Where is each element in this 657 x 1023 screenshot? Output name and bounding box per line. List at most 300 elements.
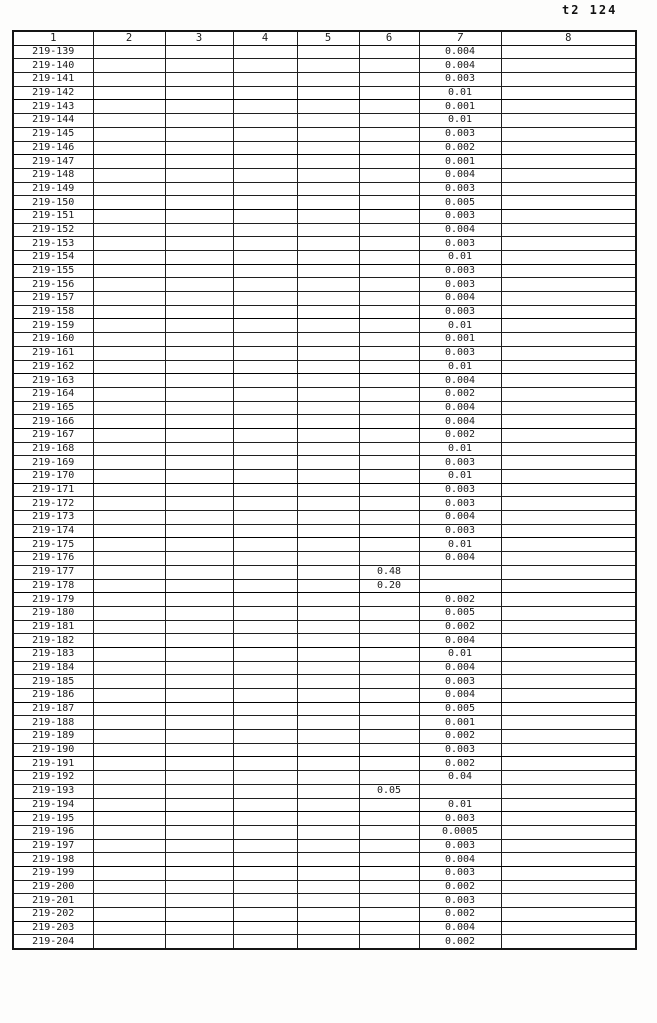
- cell-sample-id: 219-178: [13, 579, 93, 593]
- cell-col2: [93, 209, 165, 223]
- cell-col3: [165, 470, 233, 484]
- cell-col6-value: [359, 647, 419, 661]
- cell-col6-value: [359, 415, 419, 429]
- cell-col2: [93, 538, 165, 552]
- cell-col8: [501, 428, 636, 442]
- cell-col4: [233, 853, 297, 867]
- cell-col3: [165, 387, 233, 401]
- cell-col2: [93, 743, 165, 757]
- cell-col4: [233, 716, 297, 730]
- cell-col2: [93, 251, 165, 265]
- cell-col2: [93, 196, 165, 210]
- cell-sample-id: 219-169: [13, 456, 93, 470]
- cell-col7-value: 0.003: [419, 209, 501, 223]
- cell-col6-value: [359, 921, 419, 935]
- cell-col5: [297, 360, 359, 374]
- cell-sample-id: 219-156: [13, 278, 93, 292]
- cell-col5: [297, 209, 359, 223]
- table-row: [13, 716, 636, 730]
- cell-col4: [233, 935, 297, 949]
- cell-col2: [93, 661, 165, 675]
- cell-col8: [501, 894, 636, 908]
- cell-col2: [93, 634, 165, 648]
- cell-sample-id: 219-141: [13, 73, 93, 87]
- cell-col6-value: [359, 264, 419, 278]
- table-row: [13, 579, 636, 593]
- cell-col4: [233, 59, 297, 73]
- cell-col6-value: [359, 497, 419, 511]
- cell-col7-value: [419, 579, 501, 593]
- cell-col7-value: 0.002: [419, 620, 501, 634]
- column-header-5: 5: [297, 31, 359, 45]
- cell-col3: [165, 333, 233, 347]
- cell-col5: [297, 812, 359, 826]
- table-row: [13, 839, 636, 853]
- table-row: [13, 784, 636, 798]
- cell-col4: [233, 620, 297, 634]
- cell-col7-value: 0.003: [419, 743, 501, 757]
- cell-col6-value: [359, 866, 419, 880]
- cell-col4: [233, 647, 297, 661]
- table-row: [13, 552, 636, 566]
- cell-col7-value: 0.01: [419, 114, 501, 128]
- cell-sample-id: 219-170: [13, 470, 93, 484]
- cell-col5: [297, 538, 359, 552]
- cell-col3: [165, 634, 233, 648]
- cell-col4: [233, 730, 297, 744]
- table-row: [13, 127, 636, 141]
- cell-col8: [501, 757, 636, 771]
- cell-col4: [233, 360, 297, 374]
- cell-col7-value: 0.01: [419, 538, 501, 552]
- cell-col2: [93, 360, 165, 374]
- cell-col7-value: 0.004: [419, 45, 501, 59]
- cell-col6-value: [359, 812, 419, 826]
- cell-col5: [297, 45, 359, 59]
- cell-col6-value: [359, 661, 419, 675]
- cell-col7-value: [419, 784, 501, 798]
- cell-col8: [501, 812, 636, 826]
- cell-col3: [165, 524, 233, 538]
- cell-col4: [233, 757, 297, 771]
- table-row: [13, 470, 636, 484]
- table-row: [13, 634, 636, 648]
- cell-col6-value: [359, 374, 419, 388]
- cell-col4: [233, 921, 297, 935]
- cell-col2: [93, 483, 165, 497]
- cell-col2: [93, 45, 165, 59]
- cell-sample-id: 219-191: [13, 757, 93, 771]
- cell-col4: [233, 237, 297, 251]
- cell-col8: [501, 908, 636, 922]
- cell-col4: [233, 702, 297, 716]
- cell-col8: [501, 442, 636, 456]
- cell-col4: [233, 839, 297, 853]
- cell-sample-id: 219-146: [13, 141, 93, 155]
- table-row: [13, 620, 636, 634]
- cell-col3: [165, 196, 233, 210]
- cell-col6-value: [359, 552, 419, 566]
- cell-col4: [233, 264, 297, 278]
- cell-col3: [165, 538, 233, 552]
- cell-col8: [501, 401, 636, 415]
- data-table: [12, 30, 637, 950]
- cell-col4: [233, 470, 297, 484]
- cell-col2: [93, 784, 165, 798]
- cell-col4: [233, 894, 297, 908]
- cell-sample-id: 219-184: [13, 661, 93, 675]
- cell-col3: [165, 319, 233, 333]
- cell-col2: [93, 524, 165, 538]
- cell-sample-id: 219-186: [13, 689, 93, 703]
- cell-col8: [501, 127, 636, 141]
- cell-sample-id: 219-152: [13, 223, 93, 237]
- cell-col8: [501, 114, 636, 128]
- table-row: [13, 456, 636, 470]
- cell-col2: [93, 593, 165, 607]
- cell-col7-value: 0.002: [419, 757, 501, 771]
- cell-col6-value: [359, 593, 419, 607]
- cell-col4: [233, 305, 297, 319]
- cell-sample-id: 219-153: [13, 237, 93, 251]
- cell-col2: [93, 921, 165, 935]
- cell-col4: [233, 278, 297, 292]
- cell-col7-value: 0.01: [419, 251, 501, 265]
- cell-col7-value: 0.01: [419, 647, 501, 661]
- cell-col5: [297, 251, 359, 265]
- cell-col5: [297, 935, 359, 949]
- cell-col4: [233, 155, 297, 169]
- cell-col2: [93, 59, 165, 73]
- table-row: [13, 866, 636, 880]
- cell-col2: [93, 278, 165, 292]
- cell-col4: [233, 251, 297, 265]
- cell-col3: [165, 894, 233, 908]
- cell-col2: [93, 333, 165, 347]
- cell-col8: [501, 716, 636, 730]
- column-header-4: 4: [233, 31, 297, 45]
- cell-col6-value: [359, 757, 419, 771]
- cell-col7-value: 0.003: [419, 866, 501, 880]
- cell-col4: [233, 127, 297, 141]
- cell-col8: [501, 743, 636, 757]
- cell-col2: [93, 880, 165, 894]
- cell-col6-value: [359, 127, 419, 141]
- cell-col3: [165, 606, 233, 620]
- cell-sample-id: 219-168: [13, 442, 93, 456]
- cell-col8: [501, 661, 636, 675]
- cell-col3: [165, 716, 233, 730]
- cell-col5: [297, 264, 359, 278]
- cell-col2: [93, 155, 165, 169]
- cell-col5: [297, 374, 359, 388]
- cell-col5: [297, 456, 359, 470]
- cell-col5: [297, 483, 359, 497]
- table-row: [13, 825, 636, 839]
- cell-col8: [501, 565, 636, 579]
- cell-col3: [165, 675, 233, 689]
- cell-col8: [501, 634, 636, 648]
- cell-col4: [233, 346, 297, 360]
- cell-col2: [93, 908, 165, 922]
- cell-col4: [233, 689, 297, 703]
- cell-col5: [297, 524, 359, 538]
- cell-col6-value: [359, 894, 419, 908]
- table-row: [13, 743, 636, 757]
- cell-col6-value: [359, 141, 419, 155]
- cell-col6-value: [359, 59, 419, 73]
- cell-sample-id: 219-150: [13, 196, 93, 210]
- cell-col6-value: [359, 387, 419, 401]
- cell-col5: [297, 565, 359, 579]
- cell-sample-id: 219-193: [13, 784, 93, 798]
- cell-col8: [501, 196, 636, 210]
- cell-col4: [233, 784, 297, 798]
- cell-sample-id: 219-204: [13, 935, 93, 949]
- cell-col2: [93, 866, 165, 880]
- cell-col3: [165, 59, 233, 73]
- cell-col7-value: 0.004: [419, 59, 501, 73]
- cell-col3: [165, 374, 233, 388]
- table-row: [13, 86, 636, 100]
- table-row: [13, 278, 636, 292]
- cell-col8: [501, 579, 636, 593]
- table-row: [13, 647, 636, 661]
- cell-col7-value: 0.003: [419, 524, 501, 538]
- cell-col7-value: 0.003: [419, 497, 501, 511]
- cell-col6-value: [359, 223, 419, 237]
- cell-col2: [93, 73, 165, 87]
- cell-col5: [297, 880, 359, 894]
- cell-col2: [93, 620, 165, 634]
- cell-sample-id: 219-162: [13, 360, 93, 374]
- table-row: [13, 45, 636, 59]
- cell-sample-id: 219-173: [13, 511, 93, 525]
- cell-sample-id: 219-196: [13, 825, 93, 839]
- cell-col2: [93, 292, 165, 306]
- cell-col3: [165, 155, 233, 169]
- cell-col5: [297, 333, 359, 347]
- cell-col3: [165, 292, 233, 306]
- cell-col2: [93, 401, 165, 415]
- cell-col7-value: 0.004: [419, 374, 501, 388]
- cell-col5: [297, 511, 359, 525]
- cell-col3: [165, 237, 233, 251]
- cell-col7-value: 0.004: [419, 689, 501, 703]
- cell-col4: [233, 387, 297, 401]
- cell-col3: [165, 209, 233, 223]
- cell-col7-value: 0.003: [419, 456, 501, 470]
- cell-col8: [501, 620, 636, 634]
- cell-col8: [501, 483, 636, 497]
- table-row: [13, 223, 636, 237]
- cell-col2: [93, 511, 165, 525]
- cell-col7-value: [419, 565, 501, 579]
- table-row: [13, 59, 636, 73]
- cell-col3: [165, 401, 233, 415]
- cell-col3: [165, 497, 233, 511]
- cell-col4: [233, 319, 297, 333]
- cell-col8: [501, 675, 636, 689]
- cell-col6-value: [359, 442, 419, 456]
- cell-col7-value: 0.001: [419, 716, 501, 730]
- cell-col6-value: [359, 401, 419, 415]
- cell-col7-value: 0.001: [419, 100, 501, 114]
- cell-col8: [501, 86, 636, 100]
- cell-col7-value: 0.003: [419, 264, 501, 278]
- cell-col2: [93, 730, 165, 744]
- table-row: [13, 168, 636, 182]
- cell-sample-id: 219-180: [13, 606, 93, 620]
- cell-col3: [165, 757, 233, 771]
- cell-col3: [165, 620, 233, 634]
- cell-col7-value: 0.01: [419, 360, 501, 374]
- cell-col6-value: [359, 305, 419, 319]
- cell-col3: [165, 825, 233, 839]
- cell-col8: [501, 237, 636, 251]
- cell-col2: [93, 415, 165, 429]
- column-header-3: 3: [165, 31, 233, 45]
- cell-col3: [165, 853, 233, 867]
- cell-col5: [297, 894, 359, 908]
- cell-col5: [297, 634, 359, 648]
- cell-col7-value: 0.003: [419, 839, 501, 853]
- cell-col7-value: 0.04: [419, 771, 501, 785]
- cell-sample-id: 219-183: [13, 647, 93, 661]
- cell-col4: [233, 86, 297, 100]
- table-row: [13, 538, 636, 552]
- cell-col2: [93, 346, 165, 360]
- cell-col3: [165, 702, 233, 716]
- cell-sample-id: 219-151: [13, 209, 93, 223]
- cell-col7-value: 0.004: [419, 223, 501, 237]
- cell-col5: [297, 86, 359, 100]
- cell-col4: [233, 223, 297, 237]
- cell-col7-value: 0.005: [419, 606, 501, 620]
- cell-sample-id: 219-187: [13, 702, 93, 716]
- cell-sample-id: 219-160: [13, 333, 93, 347]
- cell-sample-id: 219-197: [13, 839, 93, 853]
- cell-col4: [233, 661, 297, 675]
- cell-col2: [93, 565, 165, 579]
- table-row: [13, 593, 636, 607]
- column-header-8: 8: [501, 31, 636, 45]
- cell-col8: [501, 524, 636, 538]
- table-row: [13, 675, 636, 689]
- cell-col3: [165, 730, 233, 744]
- cell-sample-id: 219-174: [13, 524, 93, 538]
- cell-col2: [93, 853, 165, 867]
- cell-col3: [165, 114, 233, 128]
- cell-sample-id: 219-165: [13, 401, 93, 415]
- cell-col6-value: [359, 251, 419, 265]
- cell-col5: [297, 155, 359, 169]
- table-row: [13, 798, 636, 812]
- cell-col4: [233, 114, 297, 128]
- cell-col5: [297, 141, 359, 155]
- table-row: [13, 428, 636, 442]
- cell-col8: [501, 292, 636, 306]
- cell-sample-id: 219-179: [13, 593, 93, 607]
- cell-col4: [233, 497, 297, 511]
- cell-col2: [93, 894, 165, 908]
- cell-col8: [501, 278, 636, 292]
- cell-sample-id: 219-142: [13, 86, 93, 100]
- table-row: [13, 661, 636, 675]
- table-row: [13, 894, 636, 908]
- cell-col7-value: 0.002: [419, 935, 501, 949]
- cell-sample-id: 219-164: [13, 387, 93, 401]
- cell-sample-id: 219-200: [13, 880, 93, 894]
- cell-col6-value: [359, 634, 419, 648]
- cell-col5: [297, 784, 359, 798]
- cell-sample-id: 219-181: [13, 620, 93, 634]
- cell-col6-value: [359, 771, 419, 785]
- cell-col4: [233, 182, 297, 196]
- cell-col8: [501, 935, 636, 949]
- cell-col2: [93, 825, 165, 839]
- cell-col2: [93, 579, 165, 593]
- cell-col4: [233, 292, 297, 306]
- cell-col3: [165, 86, 233, 100]
- cell-col4: [233, 825, 297, 839]
- cell-col5: [297, 593, 359, 607]
- cell-col2: [93, 552, 165, 566]
- cell-sample-id: 219-155: [13, 264, 93, 278]
- cell-col8: [501, 497, 636, 511]
- cell-col2: [93, 100, 165, 114]
- cell-sample-id: 219-166: [13, 415, 93, 429]
- table-row: [13, 114, 636, 128]
- cell-col8: [501, 73, 636, 87]
- cell-col7-value: 0.004: [419, 552, 501, 566]
- cell-sample-id: 219-201: [13, 894, 93, 908]
- cell-col7-value: 0.002: [419, 141, 501, 155]
- cell-col6-value: [359, 346, 419, 360]
- table-row: [13, 880, 636, 894]
- cell-col4: [233, 374, 297, 388]
- cell-col5: [297, 305, 359, 319]
- cell-col5: [297, 470, 359, 484]
- cell-sample-id: 219-203: [13, 921, 93, 935]
- table-row: [13, 771, 636, 785]
- cell-col6-value: [359, 798, 419, 812]
- cell-col7-value: 0.003: [419, 812, 501, 826]
- cell-col2: [93, 689, 165, 703]
- cell-col5: [297, 552, 359, 566]
- cell-sample-id: 219-148: [13, 168, 93, 182]
- cell-col3: [165, 127, 233, 141]
- cell-col5: [297, 346, 359, 360]
- cell-col6-value: [359, 825, 419, 839]
- cell-col7-value: 0.005: [419, 196, 501, 210]
- cell-col2: [93, 675, 165, 689]
- table-row: [13, 497, 636, 511]
- cell-col5: [297, 866, 359, 880]
- table-row: [13, 251, 636, 265]
- cell-col5: [297, 730, 359, 744]
- table-row: [13, 689, 636, 703]
- cell-sample-id: 219-192: [13, 771, 93, 785]
- cell-col4: [233, 428, 297, 442]
- cell-col8: [501, 264, 636, 278]
- cell-col6-value: [359, 730, 419, 744]
- cell-col3: [165, 483, 233, 497]
- cell-col8: [501, 647, 636, 661]
- cell-col2: [93, 168, 165, 182]
- cell-col8: [501, 360, 636, 374]
- cell-col7-value: 0.004: [419, 415, 501, 429]
